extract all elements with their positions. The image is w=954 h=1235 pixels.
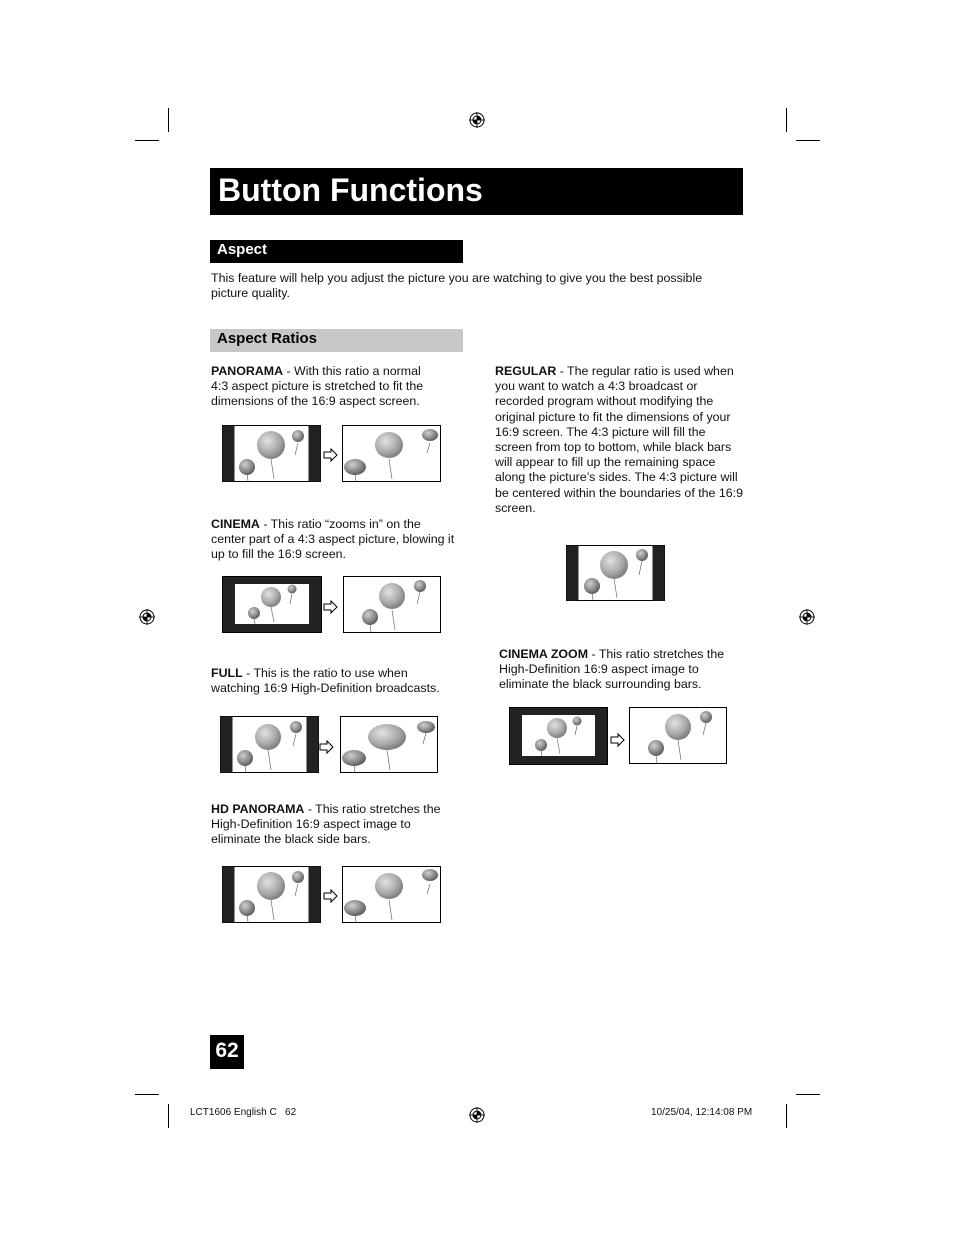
registration-mark-icon <box>469 1107 485 1123</box>
page-number-box <box>210 1035 244 1069</box>
full-description <box>211 666 451 696</box>
crop-mark <box>796 140 820 141</box>
before-screen <box>221 717 319 773</box>
after-screen <box>343 426 441 482</box>
aspect-ratios-heading: Aspect Ratios <box>217 330 318 347</box>
after-screen <box>630 708 727 764</box>
hd-panorama-description <box>211 802 443 848</box>
before-screen <box>223 426 321 482</box>
panorama-illustration <box>222 425 442 483</box>
mode-desc: - This is the ratio to use when watching 16:9 High-Definition broadcasts. <box>211 666 440 696</box>
full-illustration <box>220 716 440 774</box>
after-screen <box>343 867 441 923</box>
registration-mark-icon <box>139 609 155 625</box>
crop-mark <box>786 1104 787 1128</box>
hd-panorama-illustration <box>222 866 442 924</box>
mode-name: FULL <box>211 666 243 680</box>
after-screen <box>341 717 438 773</box>
regular-illustration <box>566 545 666 602</box>
crop-mark <box>135 140 159 141</box>
cinema-description <box>211 517 456 563</box>
mode-name: CINEMA ZOOM <box>499 647 589 661</box>
arrow-icon <box>324 601 337 613</box>
footer-right: 10/25/04, 12:14:08 PM <box>651 1107 753 1118</box>
mode-desc: - This ratio stretches the High-Definition 16:9 aspect image to eliminate the black side bars. <box>211 802 441 847</box>
crop-mark <box>168 108 169 132</box>
arrow-icon <box>324 449 337 461</box>
registration-mark-icon <box>469 112 485 128</box>
registration-mark-icon <box>799 609 815 625</box>
after-screen <box>344 577 441 633</box>
crop-mark <box>168 1104 169 1128</box>
page-number: 62 <box>215 1039 239 1062</box>
before-screen <box>223 577 322 633</box>
mode-name: PANORAMA <box>211 364 284 378</box>
mode-name: CINEMA <box>211 517 260 531</box>
aspect-heading: Aspect <box>217 241 268 258</box>
before-screen <box>223 867 321 923</box>
aspect-ratios-heading-bar <box>210 329 463 352</box>
cinema-zoom-description <box>499 647 729 693</box>
page-title-bar <box>210 168 743 215</box>
aspect-heading-bar <box>210 240 463 263</box>
mode-desc: - With this ratio a normal 4:3 aspect picture is stretched to fit the dimensions of the 16:9 aspect screen. <box>211 364 424 409</box>
arrow-icon <box>611 734 624 746</box>
crop-mark <box>796 1094 820 1095</box>
aspect-intro: This feature will help you adjust the picture you are watching to give you the best possible picture quality. <box>211 271 703 301</box>
mode-desc: - The regular ratio is used when you want to watch a 4:3 broadcast or recorded program without modifying the original picture to fit the dimensions of your 16:9 screen. The 4:3 picture will fill the screen from top to bottom, while black bars will appear to fill up the remaining space along the picture’s sides. The 4:3 picture will be centered within the boundaries of the 16:9 screen. <box>495 364 743 515</box>
page-title: Button Functions <box>218 172 483 208</box>
mode-desc: - This ratio “zooms in” on the center part of a 4:3 aspect picture, blowing it up to fill the 16:9 screen. <box>211 517 455 562</box>
cinema-zoom-illustration <box>509 707 729 766</box>
regular-description <box>495 364 745 516</box>
mode-name: REGULAR <box>495 364 557 378</box>
crop-mark <box>135 1094 159 1095</box>
arrow-icon <box>320 741 333 753</box>
mode-name: HD PANORAMA <box>211 802 305 816</box>
footer-left: LCT1606 English C 62 <box>190 1107 297 1118</box>
panorama-description <box>211 364 441 410</box>
cinema-illustration <box>222 576 442 634</box>
mode-desc: - This ratio stretches the High-Definition 16:9 aspect image to eliminate the black surrounding bars. <box>499 647 725 692</box>
arrow-icon <box>324 890 337 902</box>
crop-mark <box>786 108 787 132</box>
before-screen <box>510 708 608 765</box>
